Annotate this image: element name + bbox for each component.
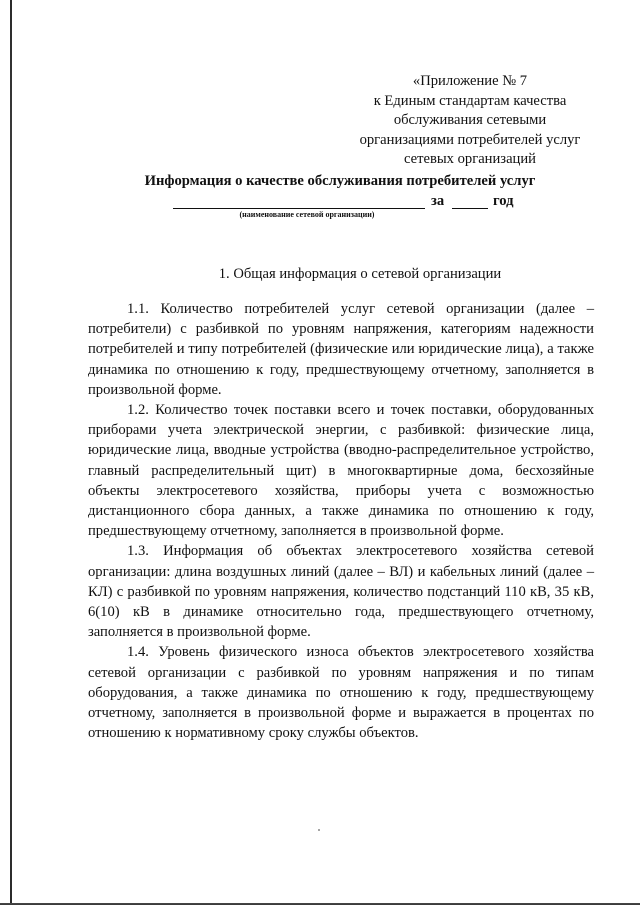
appendix-line: обслуживания сетевыми [393,112,547,128]
section-body [88,299,594,743]
paragraph-1-2: 1.2. Количество точек поставки всего и точек поставки, оборудованных приборами учета электрической энергии, с разбивкой: физические лица, юридические лица, вводные устройства (вводно-распределительное устройство, главный распределительный щит) в многоквартирные дома, бесхозяйные объекты электросетевого хозяйства, приборы учета с возможностью дистанционного сбора данных, а также динамика по отношению к году, предшествующему отчетному, заполняется в произвольной форме. [88,402,594,540]
paragraph-1-3: 1.3. Информация об объектах электросетевого хозяйства сетевой организации: длина воздушных линий (далее – ВЛ) и кабельных линий (далее – КЛ) с разбивкой по уровням напряжения, количество подстанций 110 кВ, 35 кВ, 6(10) кВ в динамике относительно года, предшествующего отчетному, заполняется в произвольной форме. [88,543,594,641]
scan-edge-left [10,0,12,905]
appendix-line: организациями потребителей услуг [359,131,581,148]
section-title: 1. Общая информация о сетевой организации [218,266,502,282]
for-label: за [431,193,445,209]
organization-caption: (наименование сетевой организации) [239,210,375,219]
appendix-line: к Единым стандартам качества [373,92,567,109]
organization-name-blank [173,208,425,209]
document-title: Информация о качестве обслуживания потребителей услуг [144,173,536,189]
scan-speck [318,829,320,831]
year-blank [452,208,488,209]
appendix-line: сетевых организаций [404,151,536,167]
year-label: год [493,193,514,209]
appendix-header [340,72,600,170]
appendix-line: «Приложение № 7 [412,73,528,89]
paragraph-1-1: 1.1. Количество потребителей услуг сетевой организации (далее – потребители) с разбивкой по уровням напряжения, категориям надежности потребителей и типу потребителей (физические или юридические лица), а также динамика по отношению к году, предшествующему отчетному, заполняется в произвольной форме. [88,301,594,398]
paragraph-1-4: 1.4. Уровень физического износа объектов электросетевого хозяйства сетевой организации с разбивкой по уровням напряжения и по типам оборудования, а также динамика по отношению к году, предшествующему отчетному, заполняется в произвольной форме и выражается в процентах по отношению к нормативному сроку службы объектов. [88,644,594,742]
